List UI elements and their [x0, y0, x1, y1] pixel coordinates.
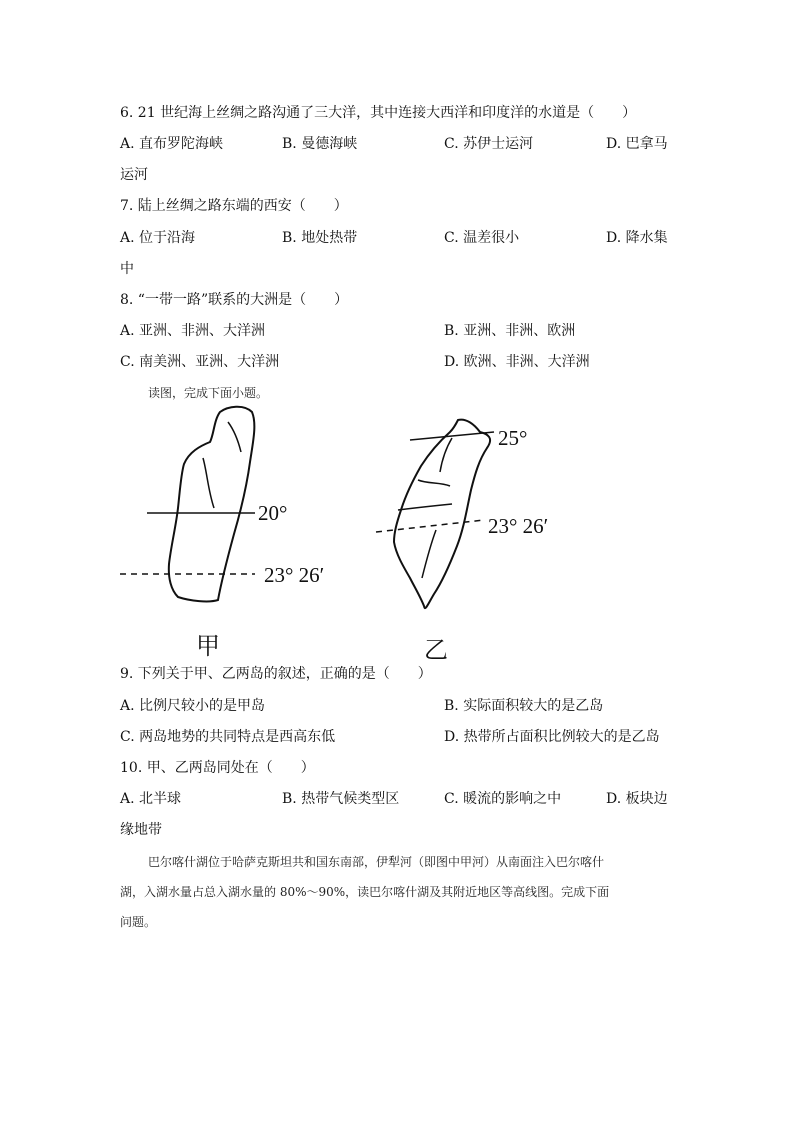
q9-option-d: D. 热带所占面积比例较大的是乙岛 — [444, 729, 660, 745]
island-yi-river-4 — [422, 530, 436, 578]
q9-option-a: A. 比例尺较小的是甲岛 — [120, 698, 266, 714]
q8-stem: 8. “一带一路”联系的大洲是（ ） — [120, 292, 349, 308]
q10-option-b: B. 热带气候类型区 — [282, 791, 400, 807]
yi-latitude-dashed-line — [376, 520, 484, 532]
yi-dashed-latitude-label: 23° 26′ — [488, 514, 549, 538]
q10-option-d-continued: 缘地带 — [120, 822, 162, 838]
q9-option-b: B. 实际面积较大的是乙岛 — [444, 698, 604, 714]
q10-option-c: C. 暖流的影响之中 — [444, 791, 562, 807]
q7-option-c: C. 温差很小 — [444, 230, 520, 246]
q10-option-d: D. 板块边 — [606, 791, 668, 807]
q6-stem: 6. 21 世纪海上丝绸之路沟通了三大洋，其中连接大西洋和印度洋的水道是（ ） — [120, 105, 637, 121]
q6-option-d: D. 巴拿马 — [606, 136, 668, 152]
figure-intro: 读图，完成下面小题。 — [148, 386, 269, 400]
q10-stem: 10. 甲、乙两岛同处在（ ） — [120, 760, 315, 776]
q10-option-a: A. 北半球 — [120, 791, 182, 807]
q6-option-b: B. 曼德海峡 — [282, 136, 358, 152]
q9-option-c: C. 两岛地势的共同特点是西高东低 — [120, 729, 336, 745]
jia-dashed-latitude-label: 23° 26′ — [264, 563, 325, 587]
q7-option-d: D. 降水集 — [606, 230, 668, 246]
q6-option-d-continued: 运河 — [120, 167, 148, 183]
q7-option-d-continued: 中 — [120, 261, 134, 277]
jia-solid-latitude-label: 20° — [258, 501, 288, 525]
passage-line-2: 湖，入湖水量占总入湖水量的 80%～90%，读巴尔喀什湖及其附近地区等高线图。完成下面 — [120, 885, 610, 899]
passage-line-3: 问题。 — [120, 915, 157, 929]
island-jia-river-2 — [203, 458, 214, 508]
q8-option-a: A. 亚洲、非洲、大洋洲 — [120, 323, 266, 339]
q7-option-a: A. 位于沿海 — [120, 230, 196, 246]
q8-option-d: D. 欧洲、非洲、大洋洲 — [444, 354, 590, 370]
q7-stem: 7. 陆上丝绸之路东端的西安（ ） — [120, 198, 348, 214]
yi-solid-latitude-label: 25° — [498, 426, 528, 450]
q6-option-a: A. 直布罗陀海峡 — [120, 136, 224, 152]
island-jia-outline — [169, 407, 255, 602]
q8-option-c: C. 南美洲、亚洲、大洋洲 — [120, 354, 280, 370]
island-jia-river-1 — [228, 422, 241, 452]
q7-option-b: B. 地处热带 — [282, 230, 358, 246]
passage-line-1: 巴尔喀什湖位于哈萨克斯坦共和国东南部，伊犁河（即图中甲河）从南面注入巴尔喀什 — [148, 855, 605, 869]
q8-option-b: B. 亚洲、非洲、欧洲 — [444, 323, 576, 339]
island-yi-outline — [394, 420, 490, 608]
island-yi-river-2 — [418, 480, 450, 486]
map-jia-name: 甲 — [196, 632, 220, 660]
map-yi-name: 乙 — [424, 636, 448, 664]
island-yi-river-1 — [440, 438, 452, 472]
island-yi-river-3 — [398, 504, 452, 510]
q6-option-c: C. 苏伊士运河 — [444, 136, 534, 152]
q9-stem: 9. 下列关于甲、乙两岛的叙述，正确的是（ ） — [120, 666, 432, 682]
